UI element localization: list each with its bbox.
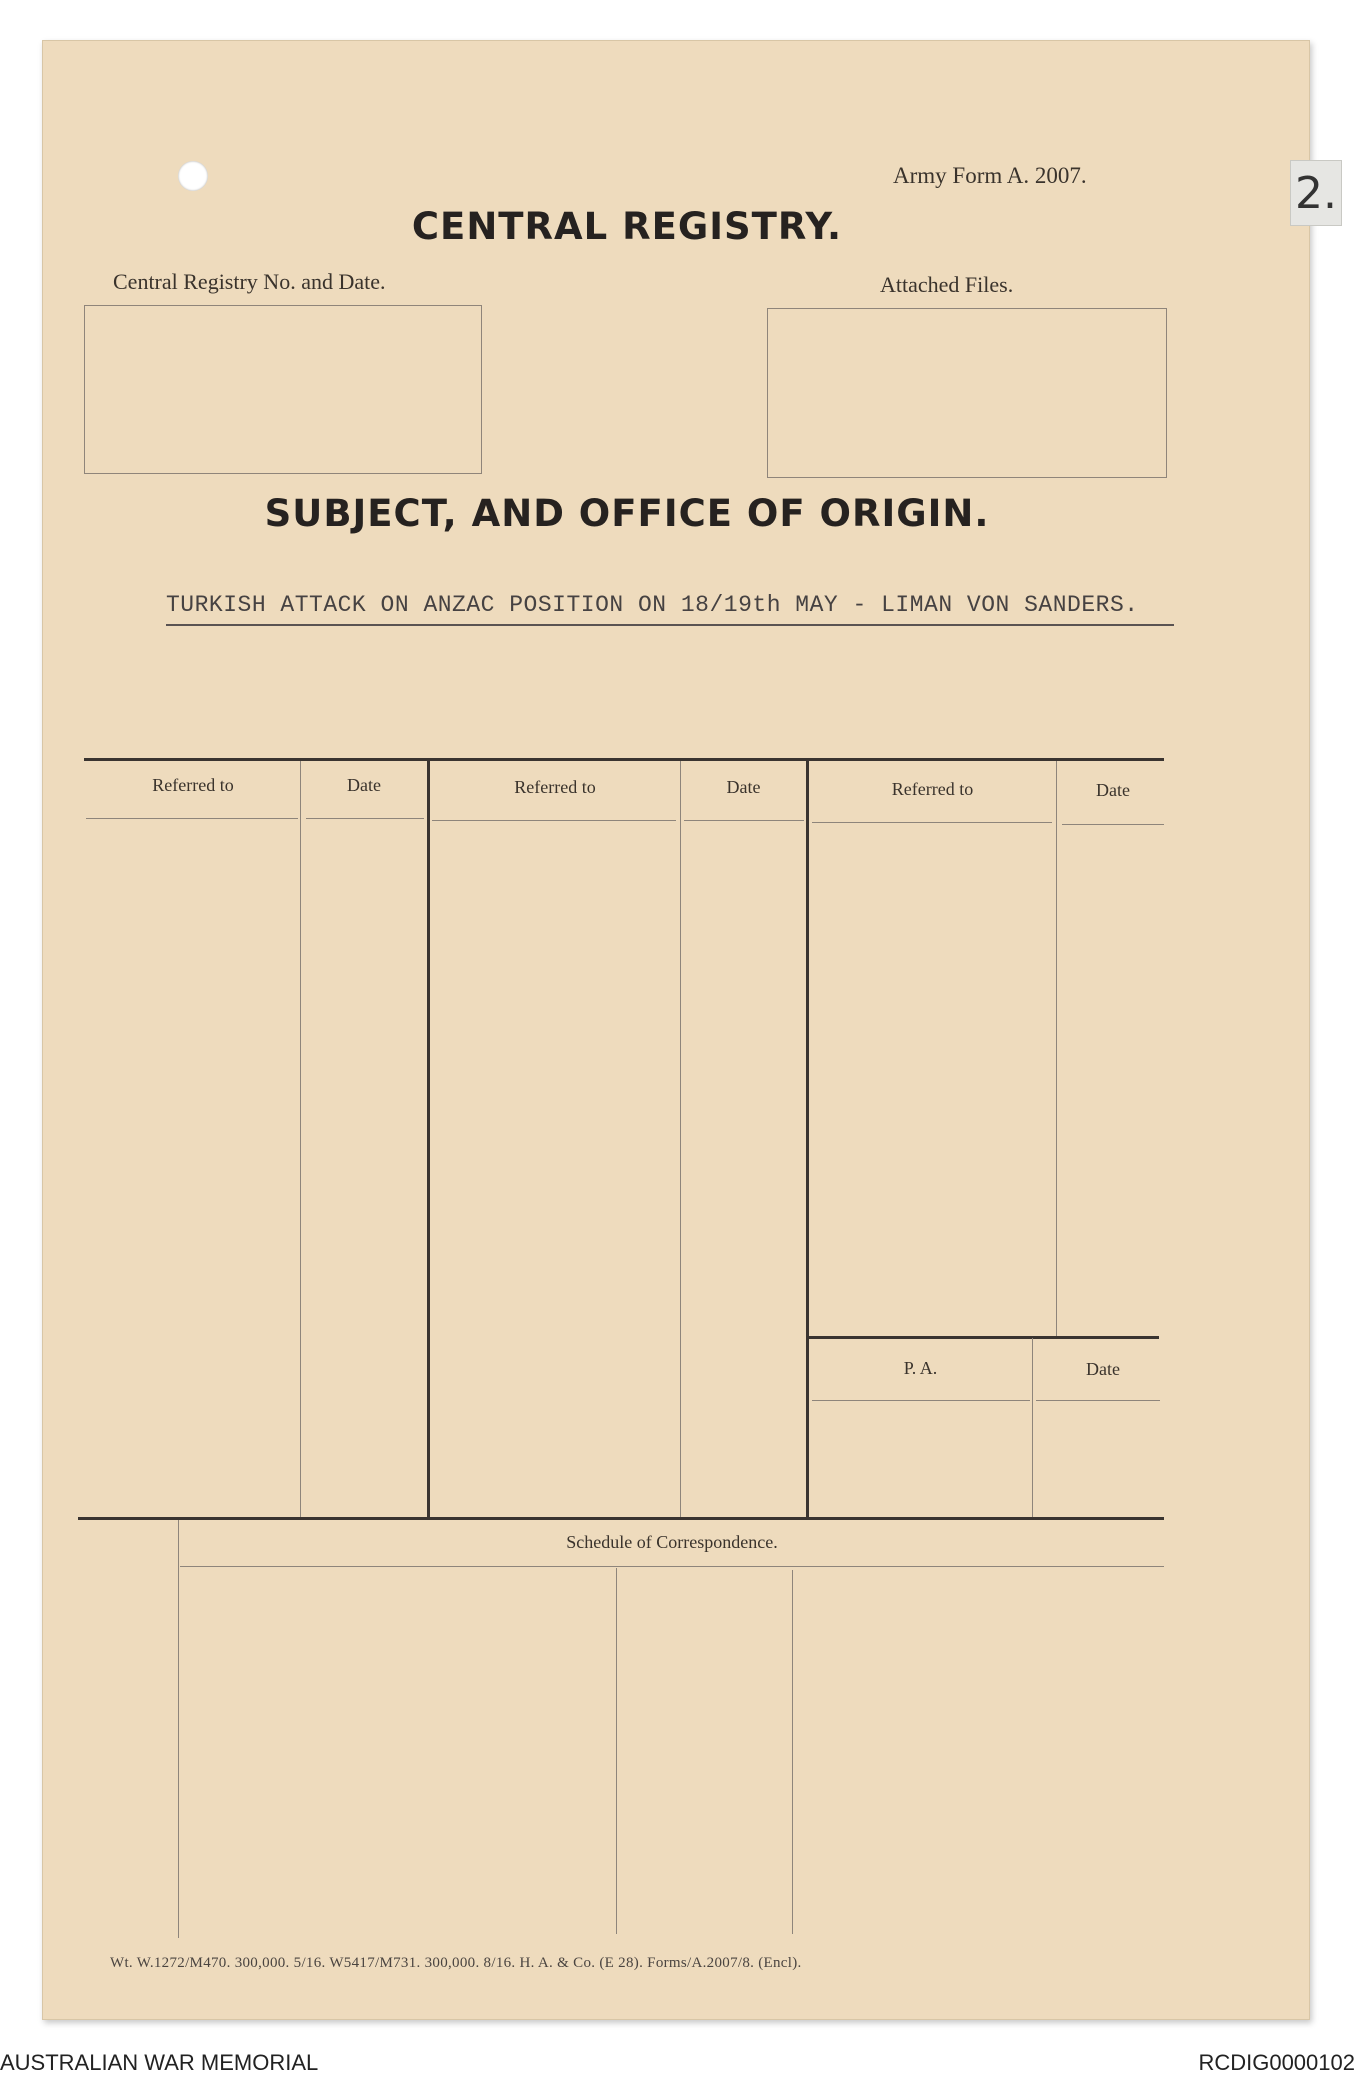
column-divider-heavy xyxy=(427,761,430,1517)
schedule-divider xyxy=(616,1568,617,1934)
header-rule xyxy=(86,818,298,819)
pa-header-rule xyxy=(812,1400,1030,1401)
printer-imprint: Wt. W.1272/M470. 300,000. 5/16. W5417/M731. 300,000. 8/16. H. A. & Co. (E 28). Forms/A.2007/8. (Encl). xyxy=(110,1955,802,1971)
registry-number-box xyxy=(84,305,482,474)
header-rule xyxy=(432,820,676,821)
header-referred-to-1: Referred to xyxy=(152,775,234,795)
subject-underline xyxy=(166,624,1174,626)
schedule-divider xyxy=(792,1570,793,1934)
registry-number-label: Central Registry No. and Date. xyxy=(113,269,386,294)
punch-hole xyxy=(178,161,208,191)
pa-header: P. A. xyxy=(903,1358,938,1378)
schedule-label: Schedule of Correspondence. xyxy=(566,1532,778,1552)
header-date-1: Date xyxy=(347,775,381,795)
pa-top-rule xyxy=(809,1336,1159,1339)
header-referred-to-2: Referred to xyxy=(514,777,596,797)
column-divider xyxy=(300,761,301,1517)
table-bottom-rule xyxy=(78,1517,1164,1520)
pa-header-rule xyxy=(1036,1400,1160,1401)
page-number-tab: 2. xyxy=(1290,160,1342,226)
header-rule xyxy=(306,818,424,819)
pa-date-header: Date xyxy=(1086,1359,1120,1379)
archive-caption-left: AUSTRALIAN WAR MEMORIAL xyxy=(0,2050,319,2075)
column-divider xyxy=(1056,761,1057,1337)
attached-files-label: Attached Files. xyxy=(880,272,1014,297)
subject-text: TURKISH ATTACK ON ANZAC POSITION ON 18/19th MAY - LIMAN VON SANDERS. xyxy=(166,592,1139,618)
column-divider xyxy=(680,761,681,1517)
column-divider-heavy xyxy=(806,761,809,1517)
schedule-left-rule xyxy=(178,1520,179,1938)
subject-heading: SUBJECT, AND OFFICE OF ORIGIN. xyxy=(264,492,990,535)
header-date-2: Date xyxy=(726,777,761,797)
header-rule xyxy=(812,822,1052,823)
header-date-3: Date xyxy=(1096,780,1130,800)
table-top-rule xyxy=(84,758,1164,761)
header-referred-to-3: Referred to xyxy=(891,779,974,799)
header-rule xyxy=(1062,824,1164,825)
archive-caption-right: RCDIG0000102 xyxy=(1198,2050,1355,2075)
form-number: Army Form A. 2007. xyxy=(893,163,1087,188)
attached-files-box xyxy=(767,308,1167,478)
header-rule xyxy=(684,820,804,821)
schedule-header-rule xyxy=(180,1566,1164,1567)
form-title: CENTRAL REGISTRY. xyxy=(411,205,843,248)
